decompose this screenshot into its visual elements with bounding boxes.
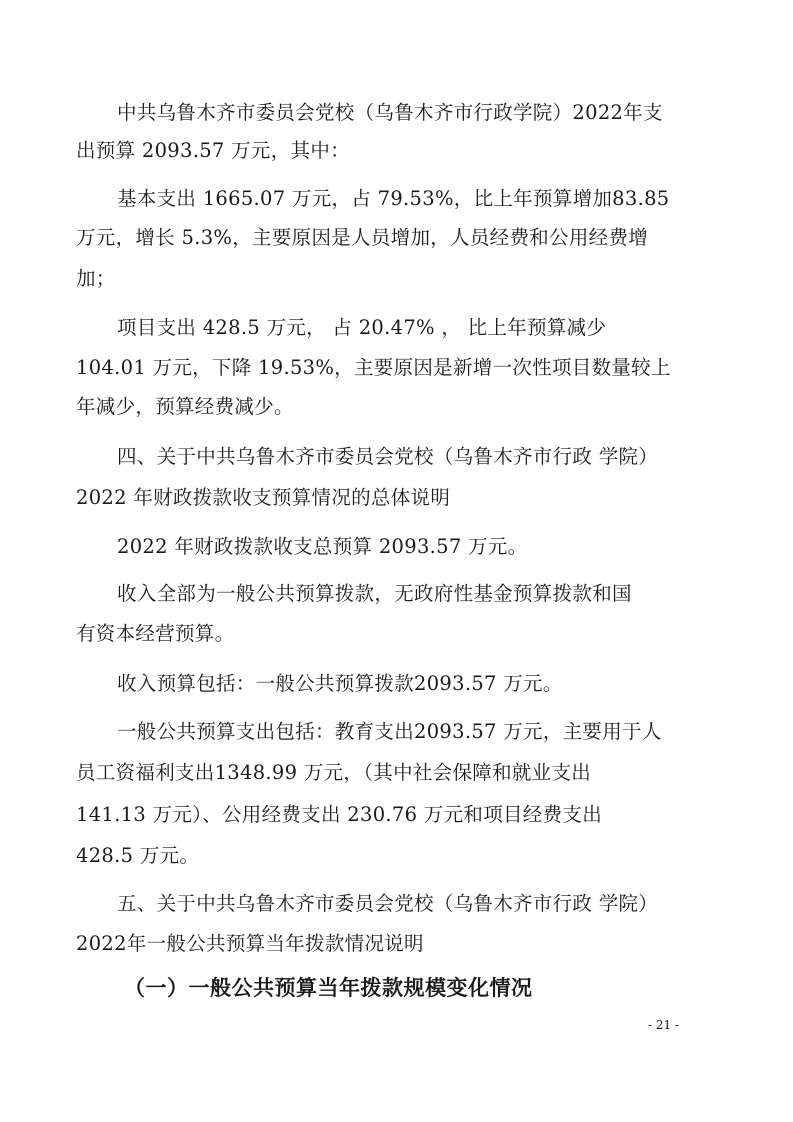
paragraph-2-line-3: 加； xyxy=(76,267,116,290)
page-number: - 21 - xyxy=(648,1018,680,1032)
paragraph-1-line-1: 中共乌鲁木齐市委员会党校（乌鲁木齐市行政学院）2022年支 xyxy=(117,101,663,124)
paragraph-7-line-1: 收入预算包括：一般公共预算拨款2093.57 万元。 xyxy=(117,672,563,695)
paragraph-2-line-2: 万元，增长 5.3%，主要原因是人员增加，人员经费和公用经费增 xyxy=(76,226,649,249)
paragraph-8-line-1: 一般公共预算支出包括：教育支出2093.57 万元，主要用于人 xyxy=(117,720,662,743)
paragraph-9-line-1: 五、关于中共乌鲁木齐市委员会党校（乌鲁木齐市行政 学院） xyxy=(117,892,659,915)
paragraph-3-line-3: 年减少，预算经费减少。 xyxy=(76,395,294,418)
paragraph-1-line-2: 出预算 2093.57 万元，其中： xyxy=(76,139,350,162)
paragraph-8-line-3: 141.13 万元）、公用经费支出 230.76 万元和项目经费支出 xyxy=(76,803,603,826)
paragraph-4-line-1: 四、关于中共乌鲁木齐市委员会党校（乌鲁木齐市行政 学院） xyxy=(117,445,659,468)
paragraph-4-line-2: 2022 年财政拨款收支预算情况的总体说明 xyxy=(76,486,451,509)
paragraph-2-line-1: 基本支出 1665.07 万元，占 79.53%，比上年预算增加83.85 xyxy=(117,187,670,210)
paragraph-9-line-2: 2022年一般公共预算当年拨款情况说明 xyxy=(76,932,424,955)
paragraph-6-line-2: 有资本经营预算。 xyxy=(76,622,235,645)
section-heading: （一）一般公共预算当年拨款规模变化情况 xyxy=(124,976,533,1000)
paragraph-5-line-1: 2022 年财政拨款收支总预算 2093.57 万元。 xyxy=(117,535,528,558)
paragraph-8-line-4: 428.5 万元。 xyxy=(76,844,200,867)
paragraph-3-line-1: 项目支出 428.5 万元， 占 20.47% ， 比上年预算减少 xyxy=(117,316,607,339)
paragraph-6-line-1: 收入全部为一般公共预算拨款，无政府性基金预算拨款和国 xyxy=(117,582,632,605)
paragraph-8-line-2: 员工资福利支出1348.99 万元，（其中社会保障和就业支出 xyxy=(76,761,592,784)
paragraph-3-line-2: 104.01 万元，下降 19.53%，主要原因是新增一次性项目数量较上 xyxy=(76,356,671,379)
